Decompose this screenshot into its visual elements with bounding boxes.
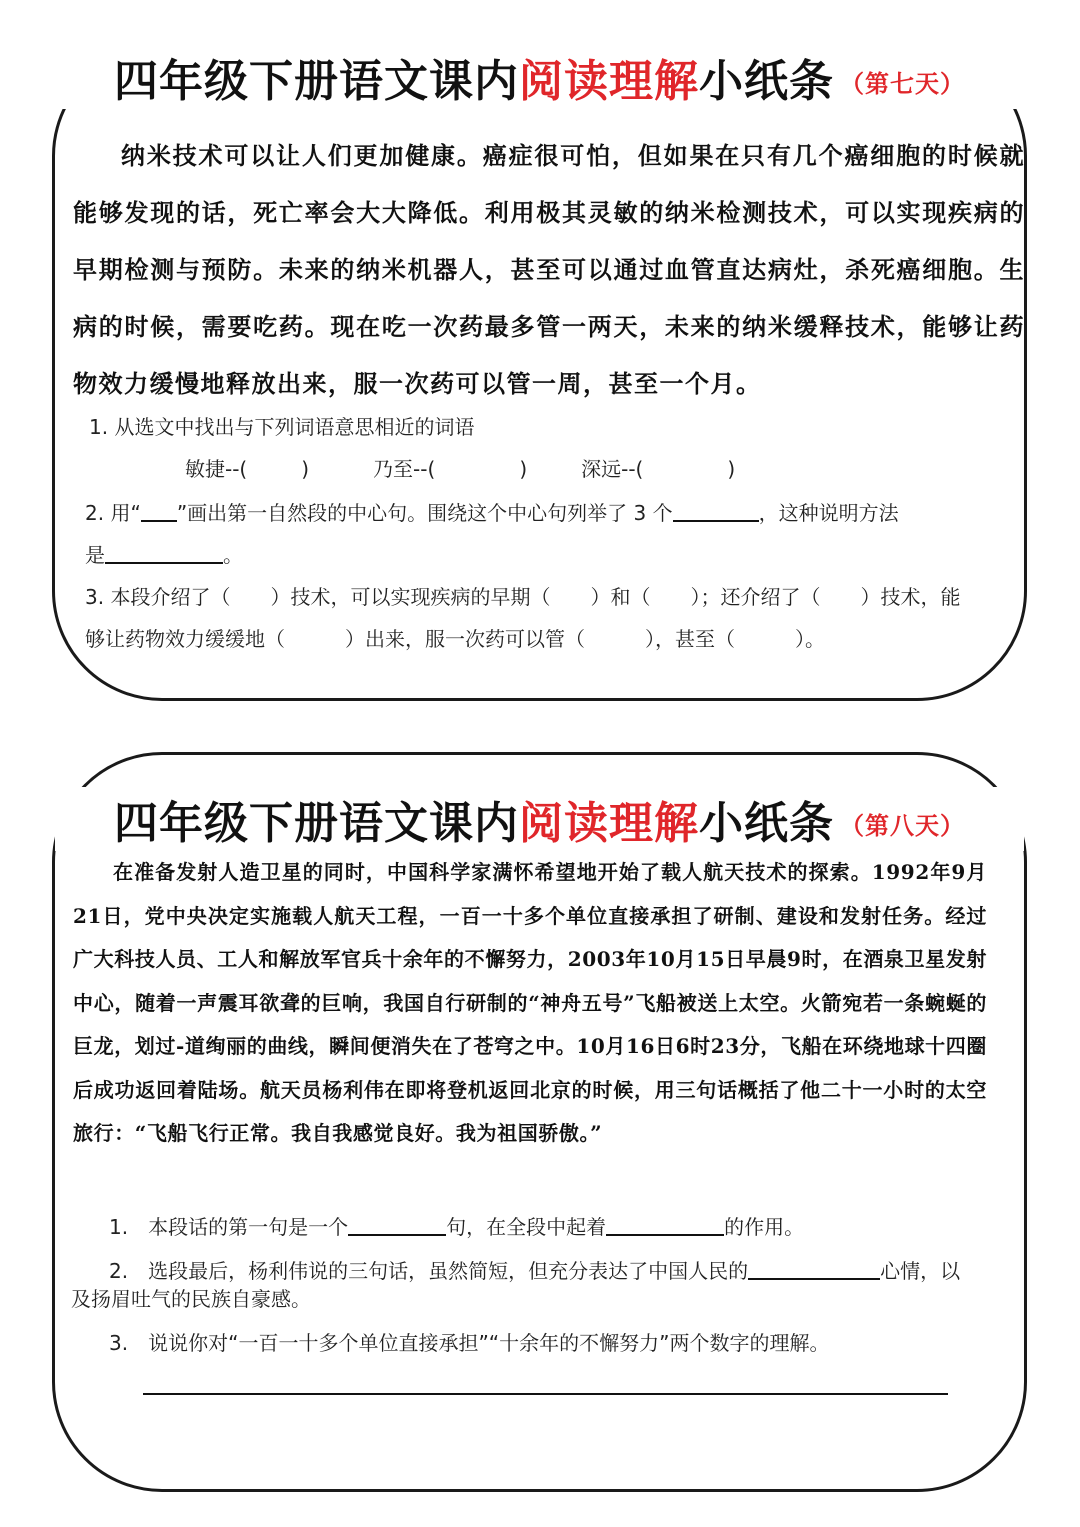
underline-blank xyxy=(141,502,177,522)
word-prompt-2: 乃至--( xyxy=(373,457,436,481)
question-2-text-e: 。 xyxy=(223,543,243,567)
question-2-text-c: ，这种说明方法 xyxy=(758,501,899,525)
question-2-text-b: 心情，以 xyxy=(880,1259,961,1283)
question-3-line1: 3. 本段介绍了（ ）技术，可以实现疾病的早期（ ）和（ ）；还介绍了（ ）技术，能 xyxy=(85,585,961,609)
answer-blank xyxy=(748,1260,880,1280)
answer-line xyxy=(143,1393,948,1395)
answer-blank xyxy=(105,544,223,564)
question-3: 3. 说说你对“一百一十多个单位直接承担”“十余年的不懈努力”两个数字的理解。 xyxy=(109,1331,830,1355)
title-day: （第八天） xyxy=(840,811,965,840)
answer-blank xyxy=(673,502,759,522)
question-1-text-b: 句，在全段中起着 xyxy=(446,1215,607,1239)
question-2-text-d: 是 xyxy=(85,543,105,567)
word-prompt-1: 敏捷--( xyxy=(185,457,248,481)
word-prompt-3: 深远--( xyxy=(581,457,644,481)
word-close: ) xyxy=(301,457,310,481)
worksheet-card-day8 xyxy=(52,752,1027,1492)
question-2-line2: 及扬眉吐气的民族自豪感。 xyxy=(71,1287,311,1311)
reading-passage: 在准备发射人造卫星的同时，中国科学家满怀希望地开始了载人航天技术的探索。1992年9月21日，党中央决定实施载人航天工程，一百一十多个单位直接承担了研制、建设和发射任务。经过广大科技人员、工人和解放军官兵十余年的不懈努力，2003年10月15日早晨9时，在酒泉卫星发射中心，随着一声震耳欲聋的巨响，我国自行研制的“神舟五号”飞船被送上太空。火箭宛若一条蜿蜒的巨龙，划过-道绚丽的曲线，瞬间便消失在了苍穹之中。10月16日6时23分，飞船在环绕地球十四圈后成功返回着陆场。航天员杨利伟在即将登机返回北京的时候，用三句话概括了他二十一小时的太空旅行：“飞船飞行正常。我自我感觉良好。我为祖国骄傲。” xyxy=(73,860,987,1145)
question-2 xyxy=(109,1255,960,1284)
answer-blank xyxy=(348,1216,446,1236)
title-main: 四年级下册语文课内 xyxy=(114,56,519,107)
question-1 xyxy=(109,1211,804,1240)
question-1-text-a: 1. 本段话的第一句是一个 xyxy=(109,1215,349,1239)
title-highlight: 阅读理解 xyxy=(519,56,699,107)
question-1: 1. 从选文中找出与下列词语意思相近的词语 xyxy=(89,415,475,439)
question-2-text-b: ”画出第一自然段的中心句。围绕这个中心句列举了 3 个 xyxy=(176,501,673,525)
question-2-text-a: 2. 选段最后，杨利伟说的三句话，虽然简短，但充分表达了中国人民的 xyxy=(109,1259,749,1283)
question-2-line2 xyxy=(85,539,243,568)
title-tail: 小纸条 xyxy=(699,56,834,107)
word-close: ) xyxy=(727,457,736,481)
question-1-text-c: 的作用。 xyxy=(724,1215,805,1239)
title-day: （第七天） xyxy=(840,69,965,98)
answer-blank xyxy=(606,1216,724,1236)
title-highlight: 阅读理解 xyxy=(519,798,699,849)
title-main: 四年级下册语文课内 xyxy=(114,798,519,849)
reading-passage: 纳米技术可以让人们更加健康。癌症很可怕，但如果在只有几个癌细胞的时候就能够发现的话，死亡率会大大降低。利用极其灵敏的纳米检测技术，可以实现疾病的早期检测与预防。未来的纳米机器人，甚至可以通过血管直达病灶，杀死癌细胞。生病的时候，需要吃药。现在吃一次药最多管一两天，未来的纳米缓释技术，能够让药物效力缓慢地释放出来，服一次药可以管一周，甚至一个月。 xyxy=(73,141,1025,398)
question-3-line2: 够让药物效力缓缓地（ ）出来，服一次药可以管（ ），甚至（ ）。 xyxy=(85,627,825,651)
question-1-words xyxy=(185,453,735,482)
card-title xyxy=(55,787,1024,851)
question-2-text-a: 2. 用“ xyxy=(85,501,141,525)
question-2 xyxy=(85,497,899,526)
worksheet-card-day7 xyxy=(52,46,1027,701)
title-tail: 小纸条 xyxy=(699,798,834,849)
card-title xyxy=(55,45,1024,109)
word-close: ) xyxy=(519,457,528,481)
